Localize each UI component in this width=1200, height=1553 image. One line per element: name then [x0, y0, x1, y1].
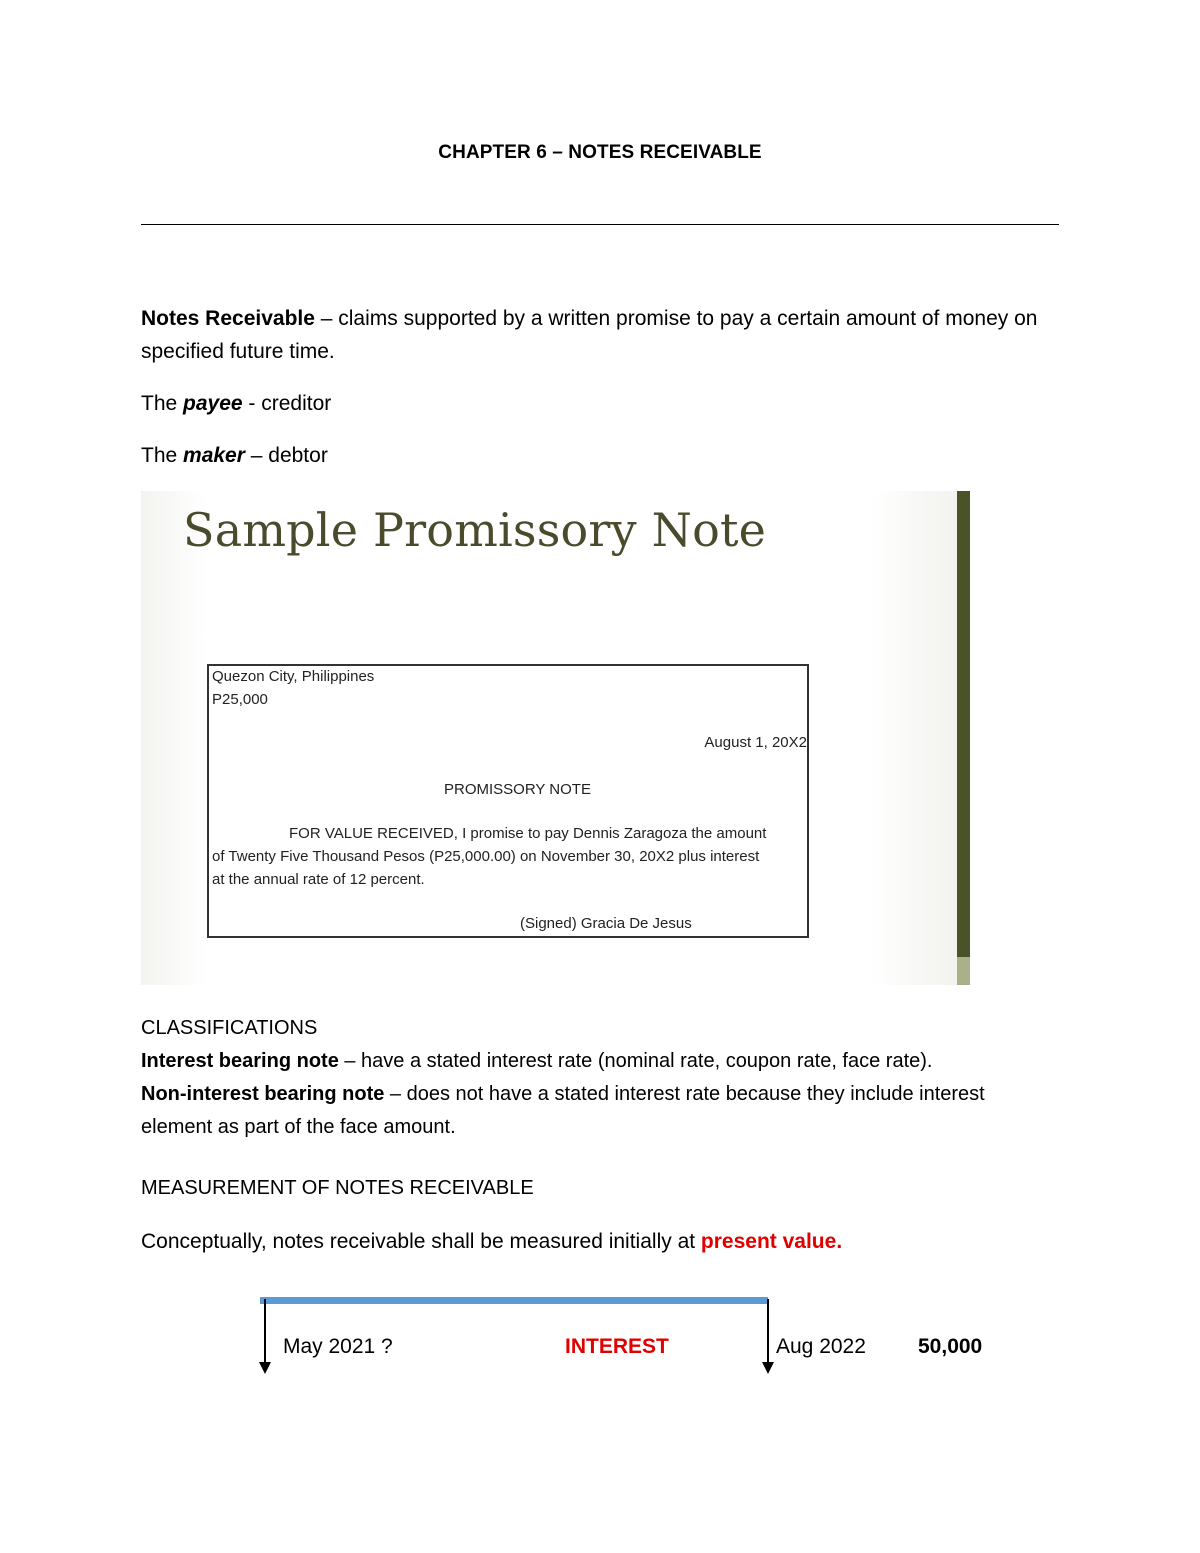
note-line-2: of Twenty Five Thousand Pesos (P25,000.00) on November 30, 20X2 plus interest: [212, 848, 760, 865]
promissory-note-slide: [141, 491, 970, 985]
non-interest-bearing-term: Non-interest bearing note: [141, 1083, 385, 1105]
timeline-bar: [260, 1297, 768, 1304]
start-arrow-icon: [255, 1299, 275, 1377]
payee-line: [141, 387, 1061, 420]
slide-title: Sample Promissory Note: [183, 503, 767, 557]
present-value-highlight: present value.: [700, 1230, 843, 1253]
maker-line: [141, 439, 1061, 472]
interest-bearing-term: Interest bearing note: [141, 1050, 339, 1072]
definition-term: Notes Receivable: [141, 307, 315, 330]
note-heading: PROMISSORY NOTE: [444, 781, 591, 798]
concept-line: [141, 1230, 842, 1254]
slide-accent-bar: [957, 491, 970, 957]
definition-text: – claims supported by a written promise to pay a certain amount of money on specified future time.: [141, 307, 1038, 363]
note-line-3: at the annual rate of 12 percent.: [212, 871, 425, 888]
timeline-interest-label: INTEREST: [565, 1335, 669, 1358]
measurement-heading: MEASUREMENT OF NOTES RECEIVABLE: [141, 1177, 534, 1199]
note-line-1: FOR VALUE RECEIVED, I promise to pay Dennis Zaragoza the amount: [289, 825, 767, 842]
classifications-section: [141, 1012, 1061, 1144]
promissory-note-box: [207, 664, 809, 938]
maker-prefix: The: [141, 444, 184, 467]
interest-bearing-item: [141, 1045, 1061, 1078]
end-arrow-icon: [758, 1299, 778, 1377]
note-place: Quezon City, Philippines: [212, 668, 375, 685]
non-interest-bearing-text: – does not have a stated interest rate because they include interest element as part of the face amount.: [141, 1083, 985, 1138]
payee-suffix: - creditor: [242, 392, 332, 415]
slide-accent-bar-light: [957, 957, 970, 985]
payee-term: payee: [183, 392, 243, 415]
timeline-end-label: Aug 2022: [776, 1335, 866, 1358]
non-interest-bearing-item: [141, 1078, 1061, 1144]
payee-prefix: The: [141, 392, 184, 415]
maker-term: maker: [183, 444, 245, 467]
note-amount: P25,000: [212, 691, 268, 708]
maker-suffix: – debtor: [244, 444, 328, 467]
title-divider: [141, 224, 1059, 225]
chapter-title: CHAPTER 6 – NOTES RECEIVABLE: [438, 142, 762, 163]
timeline-start-label: May 2021 ?: [283, 1335, 393, 1358]
interest-bearing-text: – have a stated interest rate (nominal rate, coupon rate, face rate).: [338, 1050, 933, 1072]
note-signature: (Signed) Gracia De Jesus: [520, 915, 692, 932]
notes-receivable-definition: [141, 302, 1061, 368]
note-date: August 1, 20X2: [704, 734, 807, 751]
timeline-amount: 50,000: [918, 1335, 983, 1358]
classifications-heading: CLASSIFICATIONS: [141, 1017, 318, 1039]
concept-text: Conceptually, notes receivable shall be measured initially at: [141, 1230, 701, 1253]
